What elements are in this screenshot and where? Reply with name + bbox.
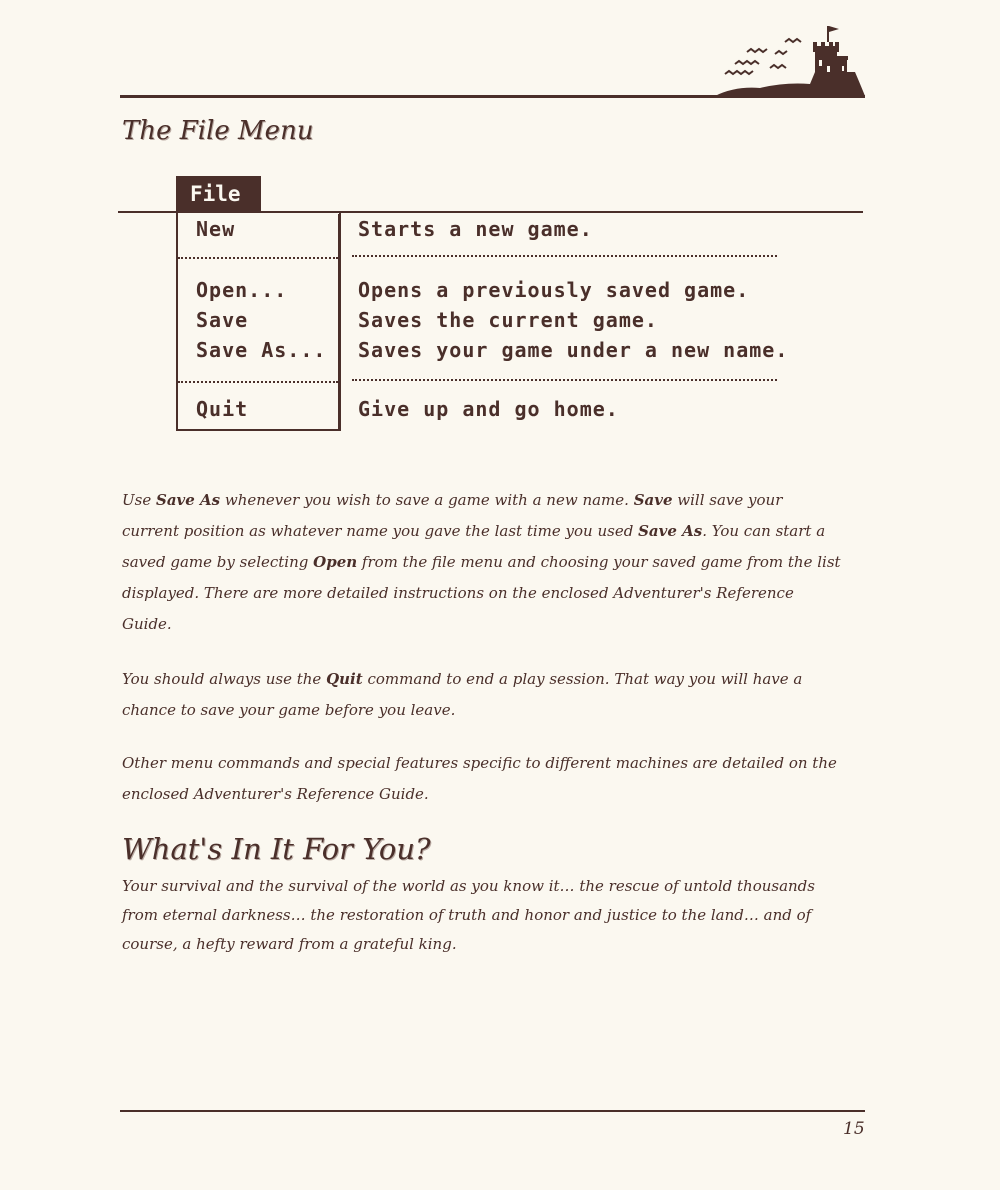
menu-separator	[178, 381, 338, 383]
paragraph-quit: You should always use the Quit command to end a play session. That way you will have a chance to save your game before you leave.	[122, 670, 803, 719]
menu-item-quit: Quit	[196, 397, 249, 421]
paragraph-save-as: Use Save As whenever you wish to save a game with a new name. Save will save your current position as whatever name you gave the last time you used Save As. You can start a saved game by selecting Open from the file menu and choosing your saved game from the list displayed. There are more detailed instructions on the enclosed Adventurer's Reference Guide.	[122, 491, 841, 633]
description-separator	[352, 255, 777, 257]
description-separator	[352, 379, 777, 381]
menu-desc-open: Opens a previously saved game.	[358, 278, 750, 302]
menu-item-save: Save	[196, 308, 249, 332]
footer-rule	[120, 1110, 865, 1112]
file-menu-heading: The File Menu	[122, 116, 314, 146]
menu-desc-save: Saves the current game.	[358, 308, 658, 332]
header-rule	[120, 95, 865, 98]
menu-desc-quit: Give up and go home.	[358, 397, 619, 421]
castle-illustration-icon	[715, 22, 865, 98]
menu-item-save-as: Save As...	[196, 338, 327, 362]
page-number: 15	[843, 1119, 865, 1139]
file-menu-title: File	[176, 176, 261, 213]
menu-item-new: New	[196, 217, 236, 241]
menu-item-open: Open...	[196, 278, 288, 302]
menu-dropdown-shadow	[338, 214, 341, 431]
menu-desc-new: Starts a new game.	[358, 217, 593, 241]
menu-separator	[178, 257, 338, 259]
menu-desc-save-as: Saves your game under a new name.	[358, 338, 789, 362]
paragraph-other-commands: Other menu commands and special features specific to different machines are detailed on the enclosed Adventurer's Reference Guide.	[122, 754, 837, 803]
reward-heading: What's In It For You?	[122, 832, 431, 866]
paragraph-reward: Your survival and the survival of the world as you know it… the rescue of untold thousands from eternal darkness… the restoration of truth and honor and justice to the land… and of course, a hefty reward from a grateful king.	[122, 877, 815, 953]
